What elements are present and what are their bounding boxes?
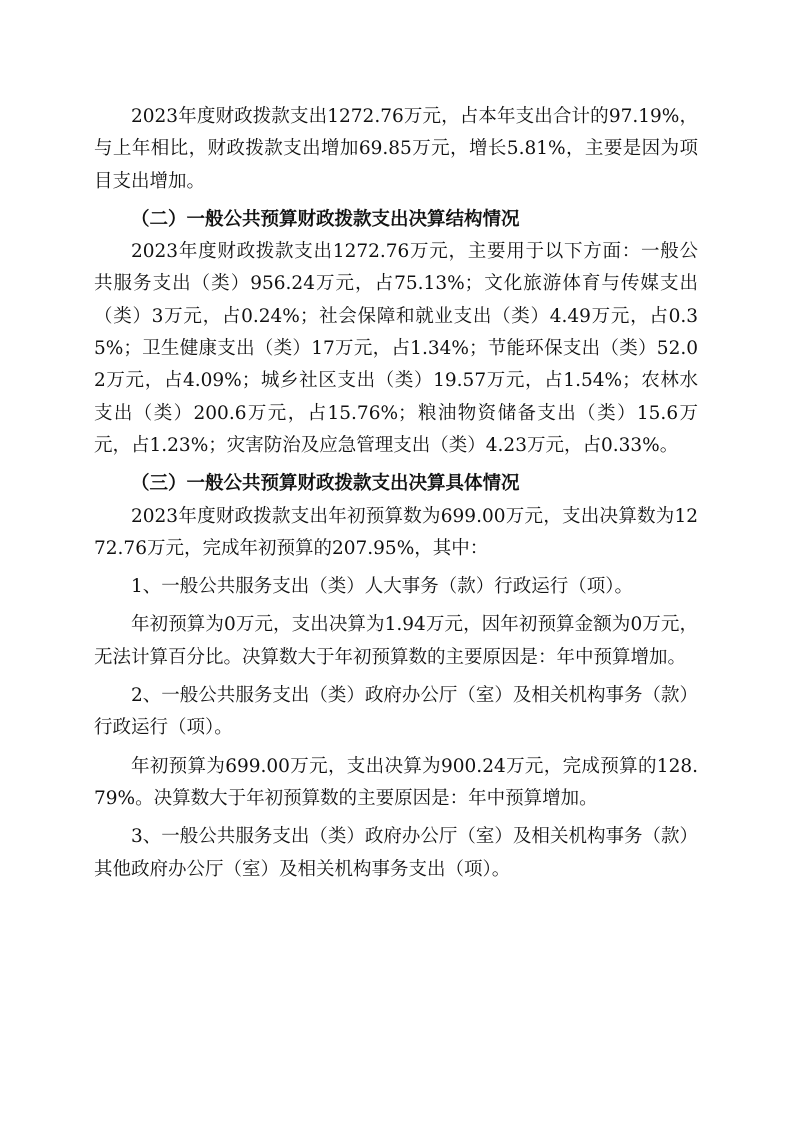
paragraph-details-intro: 2023年度财政拨款支出年初预算数为699.00万元，支出决算数为1272.76万元，完成年初预算的207.95%，其中：	[94, 505, 698, 559]
item-3-title: 3、一般公共服务支出（类）政府办公厅（室）及相关机构事务（款）其他政府办公厅（室）及相关机构事务支出（项）。	[94, 826, 698, 880]
section-heading-structure: （二）一般公共预算财政拨款支出决算结构情况	[131, 208, 520, 230]
item-1-title: 1、一般公共服务支出（类）人大事务（款）行政运行（项）。	[131, 576, 634, 598]
paragraph-summary: 2023年度财政拨款支出1272.76万元，占本年支出合计的97.19%，与上年相比，财政拨款支出增加69.85万元，增长5.81%，主要是因为项目支出增加。	[94, 106, 698, 192]
item-1-body: 年初预算为0万元，支出决算为1.94万元，因年初预算金额为0万元，无法计算百分比。决算数大于年初预算数的主要原因是：年中预算增加。	[94, 614, 698, 668]
document-page	[94, 101, 698, 886]
item-2-title: 2、一般公共服务支出（类）政府办公厅（室）及相关机构事务（款）行政运行（项）。	[94, 685, 698, 739]
item-2-body: 年初预算为699.00万元，支出决算为900.24万元，完成预算的128.79%。决算数大于年初预算数的主要原因是：年中预算增加。	[94, 755, 698, 809]
paragraph-structure: 2023年度财政拨款支出1272.76万元，主要用于以下方面：一般公共服务支出（类）956.24万元，占75.13%；文化旅游体育与传媒支出（类）3万元，占0.24%；社会保障和就业支出（类）4.49万元，占0.35%；卫生健康支出（类）17万元，占1.34%；节能环保支出（类）52.02万元，占4.09%；城乡社区支出（类）19.57万元，占1.54%；农林水支出（类）200.6万元，占15.76%；粮油物资储备支出（类）15.6万元，占1.23%；灾害防治及应急管理支出（类）4.23万元，占0.33%。	[94, 241, 698, 456]
section-heading-details: （三）一般公共预算财政拨款支出决算具体情况	[131, 473, 520, 495]
